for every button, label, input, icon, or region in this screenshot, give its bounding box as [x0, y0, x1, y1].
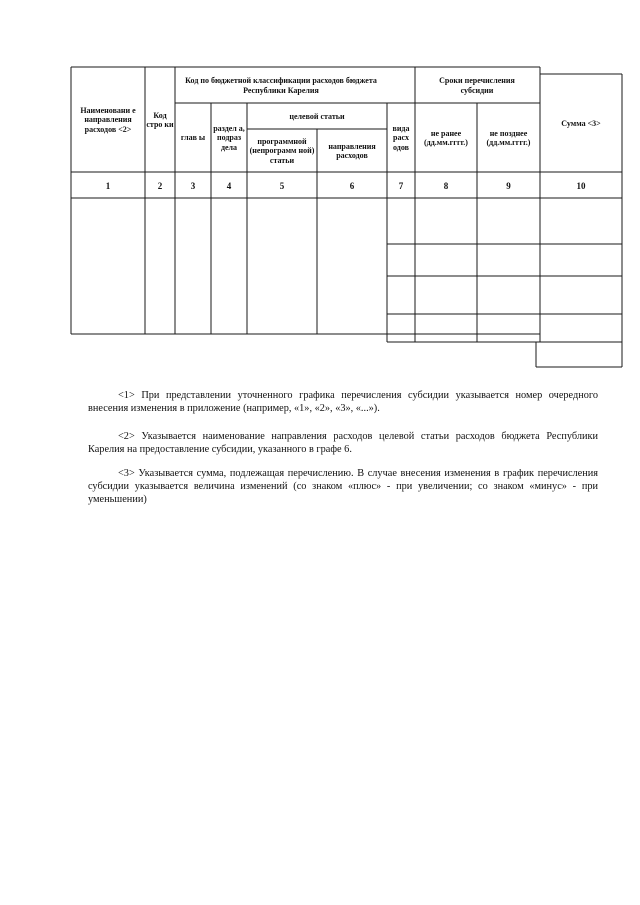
- column-number: 7: [398, 180, 404, 191]
- column-number: 5: [279, 180, 285, 191]
- header-name: Наименовани е направления расходов <2>: [80, 106, 136, 134]
- footnote-1: <1> При представлении уточненного графика перечисления субсидии указывается номер очередного внесения изменения в приложение (например, «1», «2», «3», «...»).: [88, 390, 598, 414]
- header-direction: направления расходов: [328, 141, 376, 160]
- column-number: 10: [576, 180, 586, 191]
- header-expense-type: вида расх одов: [392, 124, 410, 152]
- header-row-code: Код стро ки: [146, 110, 174, 129]
- header-not-later: не позднее (дд.мм.гггг.): [486, 128, 531, 147]
- header-sum: Сумма <3>: [561, 118, 601, 128]
- header-not-earlier: не ранее (дд.мм.гггг.): [424, 128, 468, 147]
- header-chapter: глав ы: [180, 133, 206, 143]
- column-number: 2: [157, 180, 163, 191]
- header-target-article: целевой статьи: [289, 111, 345, 121]
- column-number: 3: [190, 180, 196, 191]
- footnote-3: <3> Указывается сумма, подлежащая перечислению. В случае внесения изменения в график перечисления субсидии указывается величина изменений (со знаком «плюс» - при увеличении; со знаком «минус» - при уменьшении): [88, 468, 598, 505]
- column-number: 1: [105, 180, 111, 191]
- column-number: 8: [443, 180, 449, 191]
- header-program: программной (непрограмм ной) статьи: [249, 137, 315, 165]
- footnote-2: <2> Указывается наименование направления расходов целевой статьи расходов бюджета Республики Карелия на предоставление субсидии, указанного в графе 6.: [88, 431, 598, 455]
- column-number: 6: [349, 180, 355, 191]
- column-number: 4: [226, 180, 232, 191]
- column-number: 9: [506, 180, 511, 191]
- header-budget-code: Код по бюджетной классификации расходов бюджета Республики Карелия: [185, 76, 377, 95]
- header-section: раздел а, подраз дела: [213, 124, 245, 152]
- header-terms: Сроки перечисления субсидии: [439, 76, 515, 95]
